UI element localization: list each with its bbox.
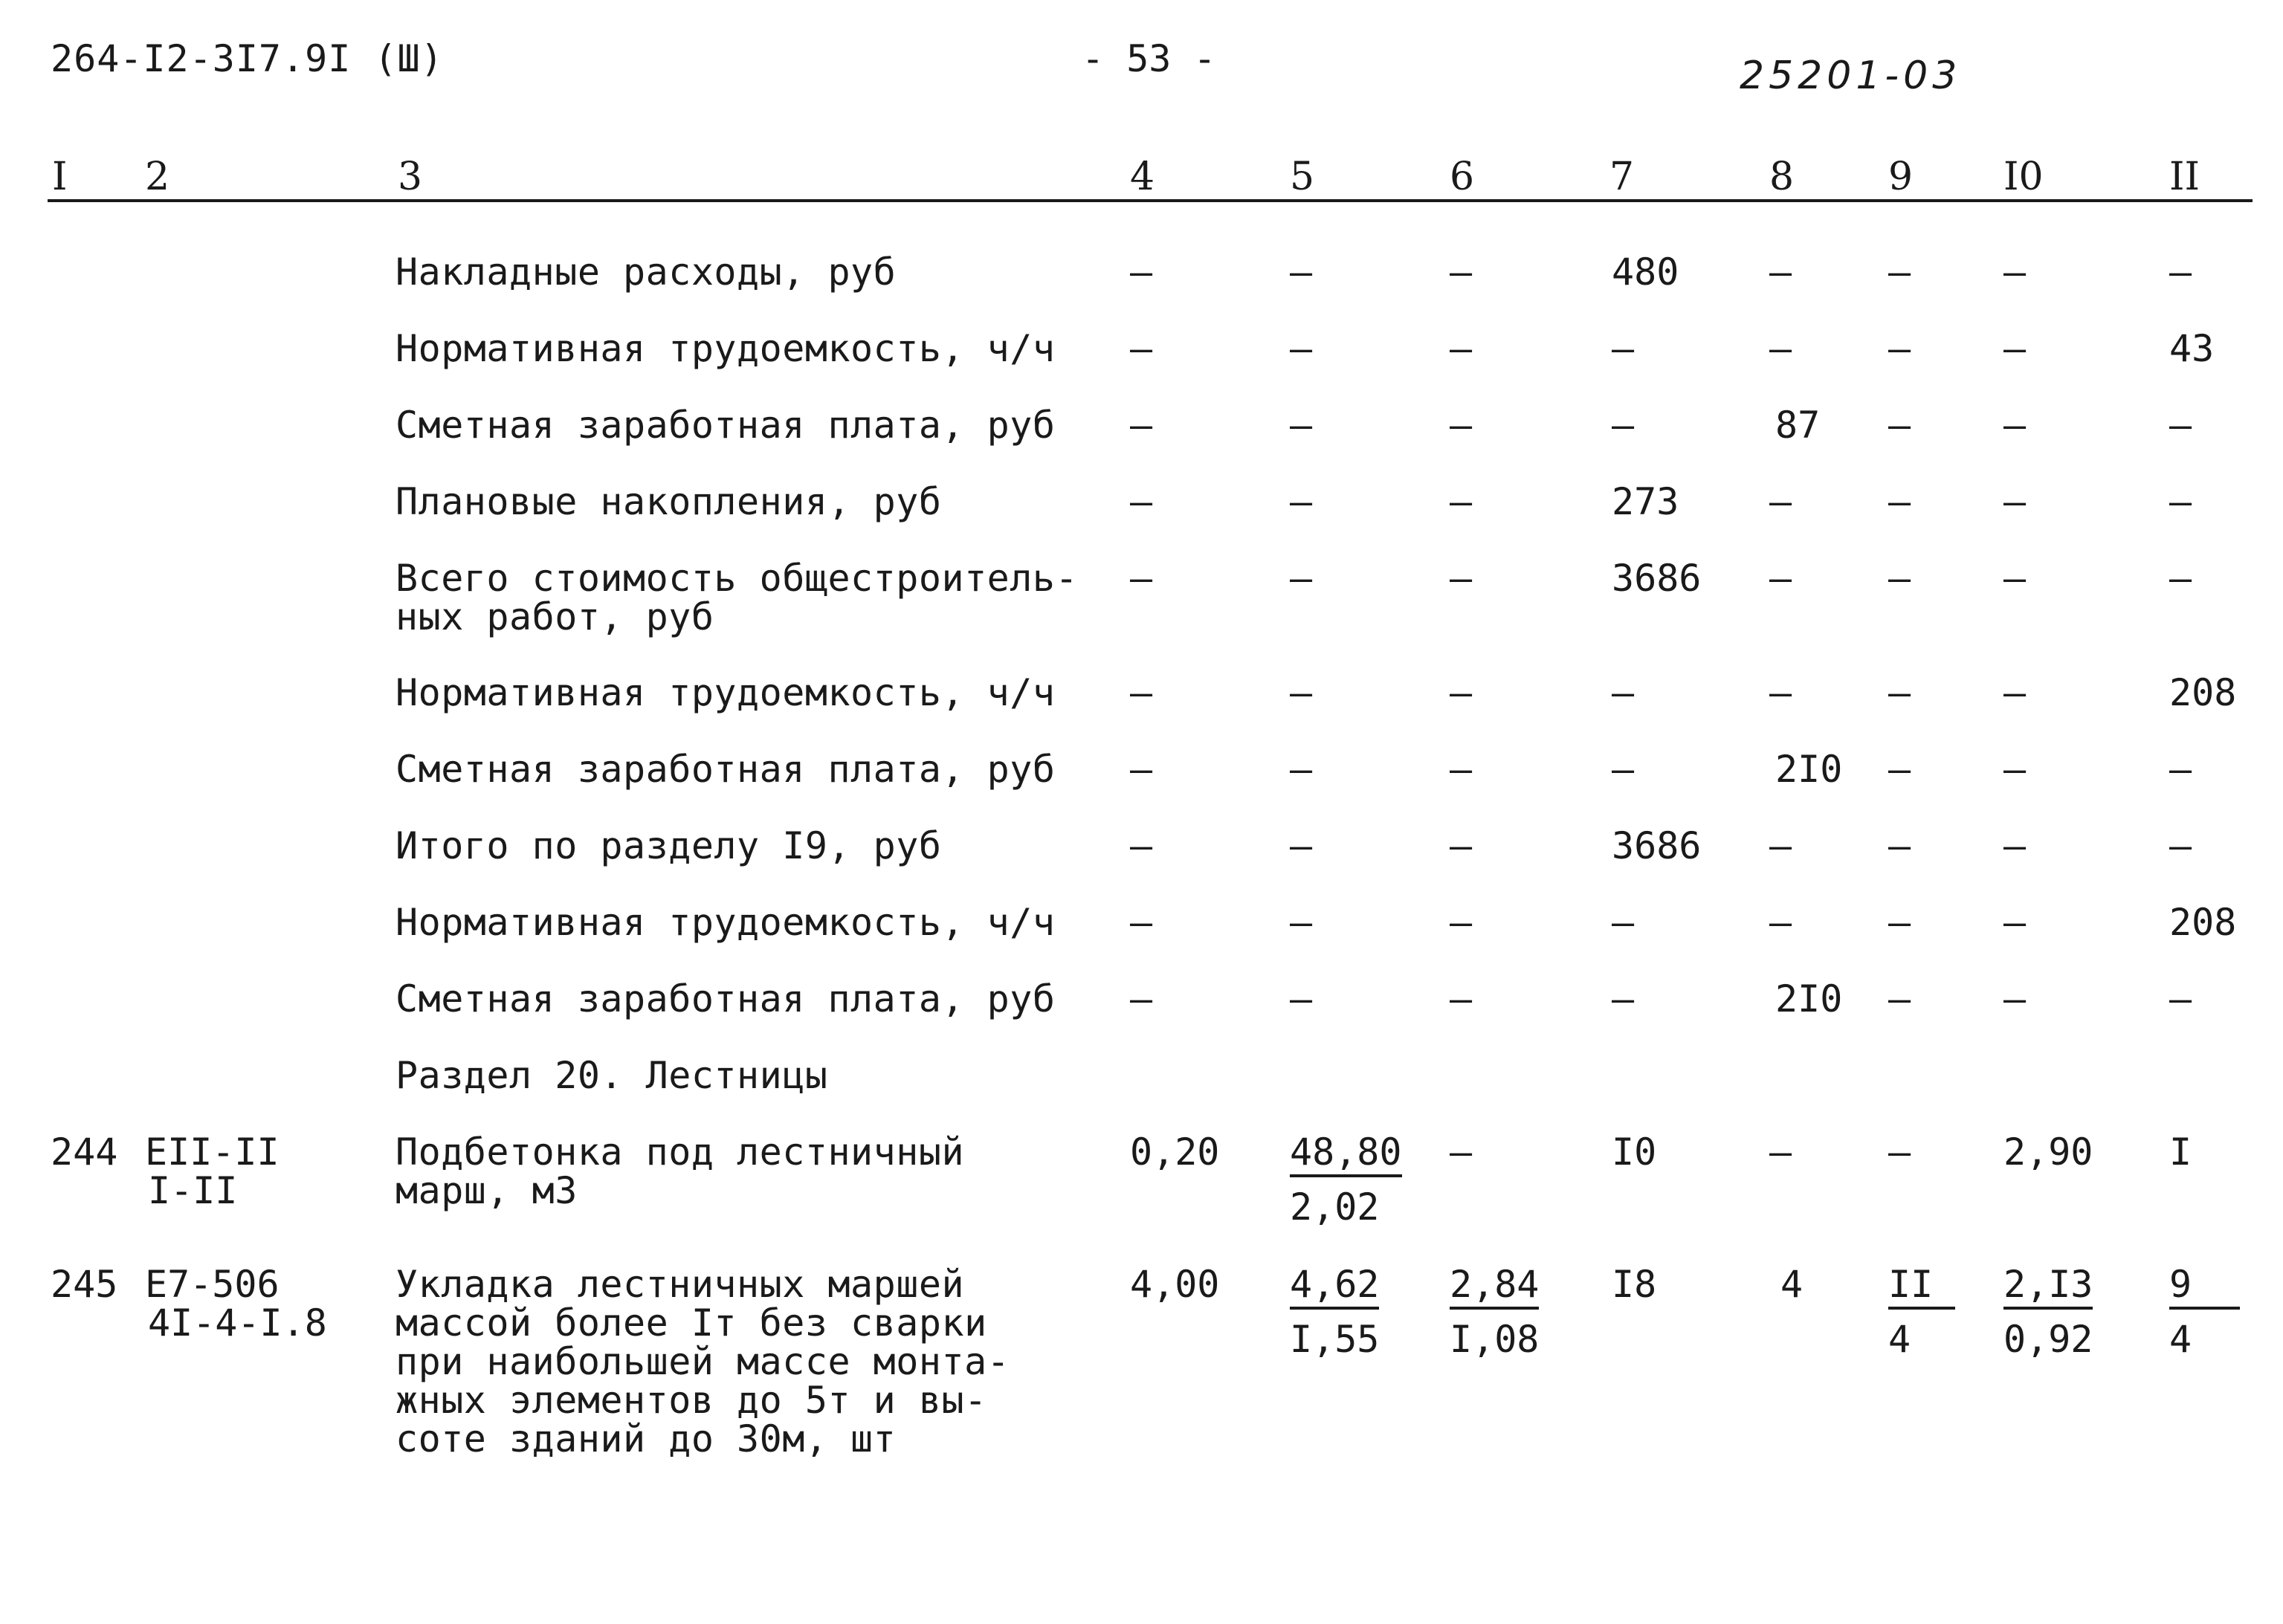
cell-col11: – xyxy=(2169,824,2192,867)
cell-col4: 4,00 xyxy=(1130,1263,1220,1306)
cell-col9: – xyxy=(1888,557,1911,600)
row-description: Плановые накопления, руб xyxy=(395,480,942,523)
col-num-5: 5 xyxy=(1290,155,1315,199)
cell-col4: – xyxy=(1130,977,1153,1020)
cell-col5: – xyxy=(1290,250,1313,294)
cell-col8: 4 xyxy=(1780,1263,1804,1306)
cell-col5: – xyxy=(1290,327,1313,370)
cell-col11: – xyxy=(2169,748,2192,791)
table-row xyxy=(0,559,2283,648)
cell-col4: – xyxy=(1130,824,1153,867)
cell-col4: – xyxy=(1130,250,1153,294)
cell-col4: 0,20 xyxy=(1130,1130,1220,1174)
row-description: Сметная заработная плата, руб xyxy=(395,404,1056,447)
col-num-3: 3 xyxy=(398,155,423,199)
table-row xyxy=(0,903,2283,963)
cell-col6: – xyxy=(1450,901,1473,944)
cell-col5: – xyxy=(1290,977,1313,1020)
cell-col6-fraction: 2,84 I,08 xyxy=(1450,1263,1540,1361)
table-row xyxy=(0,406,2283,465)
cell-col6: – xyxy=(1450,977,1473,1020)
cell-col8: – xyxy=(1769,1130,1792,1174)
item-code: EII-II I-II xyxy=(145,1130,280,1212)
cell-col4: – xyxy=(1130,480,1153,523)
cell-col10: – xyxy=(2003,901,2027,944)
cell-col9: – xyxy=(1888,327,1911,370)
page-number: - 53 - xyxy=(1082,37,1216,80)
row-description: Накладные расходы, руб xyxy=(395,250,897,294)
item-number: 245 xyxy=(51,1263,118,1306)
cell-col5-fraction: 4,62 I,55 xyxy=(1290,1263,1380,1361)
row-description: Нормативная трудоемкость, ч/ч xyxy=(395,901,1056,944)
row-description: Сметная заработная плата, руб xyxy=(395,977,1056,1020)
cell-col5: – xyxy=(1290,901,1313,944)
cell-col9: – xyxy=(1888,1130,1911,1174)
cell-col8: – xyxy=(1769,250,1792,294)
cell-col5: – xyxy=(1290,480,1313,523)
table-row xyxy=(0,750,2283,809)
row-description: Сметная заработная плата, руб xyxy=(395,748,1056,791)
cell-col8: 2I0 xyxy=(1775,977,1843,1020)
cell-col7: 273 xyxy=(1612,480,1679,523)
cell-col10: – xyxy=(2003,404,2027,447)
item-number: 244 xyxy=(51,1130,118,1174)
row-description: Всего стоимость общестроитель- ных работ, руб xyxy=(395,557,1079,638)
cell-col4: – xyxy=(1130,671,1153,714)
cell-col11: – xyxy=(2169,250,2192,294)
cell-col4: – xyxy=(1130,404,1153,447)
cell-col9: – xyxy=(1888,748,1911,791)
cell-col6: – xyxy=(1450,480,1473,523)
cell-col8: – xyxy=(1769,557,1792,600)
handwritten-stamp: 25201-03 xyxy=(1740,54,1962,98)
cell-col7: 480 xyxy=(1612,250,1679,294)
cell-col5: – xyxy=(1290,404,1313,447)
cell-col7: – xyxy=(1612,901,1635,944)
cell-col9: – xyxy=(1888,824,1911,867)
col-num-2: 2 xyxy=(145,155,170,199)
cell-col10: 2,90 xyxy=(2003,1130,2093,1174)
cell-col7: – xyxy=(1612,748,1635,791)
table-row xyxy=(0,673,2283,733)
cell-col5: – xyxy=(1290,671,1313,714)
row-description: Итого по разделу I9, руб xyxy=(395,824,942,867)
cell-col9: – xyxy=(1888,250,1911,294)
cell-col7: I8 xyxy=(1612,1263,1657,1306)
cell-col6: – xyxy=(1450,250,1473,294)
cell-col7: – xyxy=(1612,977,1635,1020)
section-title: Раздел 20. Лестницы xyxy=(395,1054,828,1097)
cell-col10: – xyxy=(2003,327,2027,370)
cell-col11: – xyxy=(2169,977,2192,1020)
cell-col6: – xyxy=(1450,327,1473,370)
row-description: Укладка лестничных маршей массой более Iт без сварки при наибольшей массе монта- жных элементов до 5т и вы- соте зданий до 30м, шт xyxy=(395,1263,1010,1460)
cell-col9-fraction: II 4 xyxy=(1888,1265,1955,1359)
cell-col11-fraction: 9 4 xyxy=(2169,1265,2240,1359)
table-row xyxy=(0,329,2283,389)
cell-col10-fraction: 2,I3 0,92 xyxy=(2003,1263,2093,1361)
cell-col6: – xyxy=(1450,1130,1473,1174)
cell-col11: – xyxy=(2169,557,2192,600)
cell-col5: – xyxy=(1290,824,1313,867)
item-code: E7-506 4I-4-I.8 xyxy=(145,1263,327,1345)
cell-col8: – xyxy=(1769,824,1792,867)
cell-col4: – xyxy=(1130,901,1153,944)
cell-col4: – xyxy=(1130,327,1153,370)
cell-col9: – xyxy=(1888,977,1911,1020)
col-num-4: 4 xyxy=(1130,155,1155,199)
cell-col10: – xyxy=(2003,824,2027,867)
cell-col9: – xyxy=(1888,671,1911,714)
table-row xyxy=(0,250,2283,312)
table-row xyxy=(0,826,2283,886)
table-row xyxy=(0,1265,2283,1488)
cell-col10: – xyxy=(2003,250,2027,294)
document-code: 264-I2-3I7.9I (Ш) xyxy=(51,37,444,80)
table-row xyxy=(0,482,2283,542)
cell-col7: I0 xyxy=(1612,1130,1657,1174)
cell-col6: – xyxy=(1450,824,1473,867)
cell-col11: 208 xyxy=(2169,901,2237,944)
cell-col10: – xyxy=(2003,557,2027,600)
header-rule xyxy=(48,199,2253,202)
cell-col6: – xyxy=(1450,404,1473,447)
cell-col9: – xyxy=(1888,480,1911,523)
cell-col7: 3686 xyxy=(1612,557,1702,600)
cell-col10: – xyxy=(2003,977,2027,1020)
cell-col6: – xyxy=(1450,671,1473,714)
col-num-6: 6 xyxy=(1450,155,1475,199)
cell-col10: – xyxy=(2003,748,2027,791)
cell-col8: 87 xyxy=(1775,404,1821,447)
cell-col4: – xyxy=(1130,557,1153,600)
row-description: Подбетонка под лестничный марш, м3 xyxy=(395,1130,965,1212)
cell-col5-fraction: 48,80 2,02 xyxy=(1290,1130,1402,1229)
table-row xyxy=(0,1130,2283,1252)
cell-col11: 43 xyxy=(2169,327,2215,370)
row-description: Нормативная трудоемкость, ч/ч xyxy=(395,327,1056,370)
cell-col11: I xyxy=(2169,1130,2192,1174)
cell-col10: – xyxy=(2003,671,2027,714)
row-description: Нормативная трудоемкость, ч/ч xyxy=(395,671,1056,714)
cell-col6: – xyxy=(1450,748,1473,791)
cell-col11: – xyxy=(2169,404,2192,447)
cell-col8: 2I0 xyxy=(1775,748,1843,791)
cell-col7: – xyxy=(1612,671,1635,714)
cell-col5: – xyxy=(1290,748,1313,791)
cell-col8: – xyxy=(1769,901,1792,944)
cell-col7: – xyxy=(1612,404,1635,447)
col-num-9: 9 xyxy=(1888,155,1914,199)
cell-col11: 208 xyxy=(2169,671,2237,714)
cell-col7: 3686 xyxy=(1612,824,1702,867)
cell-col8: – xyxy=(1769,480,1792,523)
col-num-10: I0 xyxy=(2003,155,2044,199)
cell-col9: – xyxy=(1888,404,1911,447)
cell-col9: – xyxy=(1888,901,1911,944)
cell-col5: – xyxy=(1290,557,1313,600)
col-num-11: II xyxy=(2169,155,2200,199)
cell-col7: – xyxy=(1612,327,1635,370)
cell-col11: – xyxy=(2169,480,2192,523)
table-row xyxy=(0,977,2283,1039)
cell-col8: – xyxy=(1769,327,1792,370)
cell-col4: – xyxy=(1130,748,1153,791)
cell-col8: – xyxy=(1769,671,1792,714)
col-num-7: 7 xyxy=(1609,155,1635,199)
cell-col6: – xyxy=(1450,557,1473,600)
cell-col10: – xyxy=(2003,480,2027,523)
col-num-8: 8 xyxy=(1769,155,1795,199)
col-num-1: I xyxy=(52,155,68,199)
